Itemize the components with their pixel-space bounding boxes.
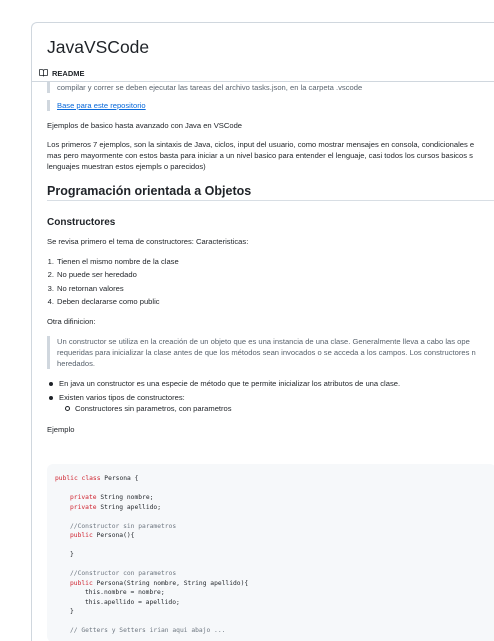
para1-line3: lenguajes muestran estos ejempls o parecidos) xyxy=(47,162,206,171)
code-line: public Persona(String nombre, String apellido){ xyxy=(70,579,249,587)
code-line: this.apellido = apellido; xyxy=(85,598,180,606)
list-item: 1. Tienen el mismo nombre de la clase xyxy=(47,257,179,266)
intro-text: Ejemplos de basico hasta avanzado con Java en VSCode xyxy=(47,121,243,130)
readme-tab-bar xyxy=(32,63,494,82)
blockquote-definition: Un constructor se utiliza en la creación de un objeto que es una instancia de una clase. Generalmente lleva a cabo las ope requeridas para inicializar la clase antes de que los métodos sean invocados o se acceda a los campos. Los constructores n heredados. xyxy=(47,336,476,369)
constructores-intro: Se revisa primero el tema de constructores: Caracteristicas: xyxy=(47,237,249,246)
code-line: } xyxy=(70,608,74,615)
list-item: 4. Deben declararse como public xyxy=(47,297,160,306)
heading-poo: Programación orientada a Objetos xyxy=(47,186,494,201)
code-comment: //Constructor con parametros xyxy=(70,570,177,577)
readme-container xyxy=(31,22,494,641)
list-item: En java un constructor es una especie de método que te permite inicializar los atributos de una clase. xyxy=(41,378,400,389)
code-block xyxy=(47,464,494,641)
code-line: } xyxy=(70,551,74,558)
code-line: private String nombre; xyxy=(70,494,154,501)
book-icon xyxy=(39,69,48,77)
bullet-icon xyxy=(49,396,53,400)
list-item: 2. No puede ser heredado xyxy=(47,270,137,279)
list-item: 3. No retornan valores xyxy=(47,284,124,293)
heading-constructores: Constructores xyxy=(47,217,116,228)
otra-definicion: Otra difinicion: xyxy=(47,317,96,326)
code-line: public Persona(){ xyxy=(70,532,135,539)
list-item: Constructores sin parametros, con parametros xyxy=(41,403,232,414)
bullet-icon xyxy=(49,382,53,386)
code-line: private String apellido; xyxy=(70,503,161,511)
ejemplo-label: Ejemplo xyxy=(47,425,75,434)
code-comment: // Getters y Setters irian aqui abajo ... xyxy=(70,627,226,634)
code-line: this.nombre = nombre; xyxy=(85,589,165,596)
readme-tab[interactable] xyxy=(39,67,85,79)
para1-line1: Los primeros 7 ejemplos, son la sintaxis de Java, ciclos, input del usuario, como mostrar mensajes en consola, condicionales e xyxy=(47,140,475,149)
base-repo-link[interactable]: Base para este repositorio xyxy=(57,101,146,110)
blockquote-link xyxy=(47,100,146,111)
blockquote-tasks xyxy=(47,82,362,93)
code-comment: //Constructor sin parametros xyxy=(70,522,177,530)
circle-bullet-icon xyxy=(65,406,70,411)
readme-tab-label: README xyxy=(52,68,85,78)
para1-line2: mas pero mayormente con estos basta para iniciar a un nivel basico para entender el lenguaje, casi todos los cursos basicos s xyxy=(47,151,473,160)
code-line: public class Persona { xyxy=(55,475,139,482)
repo-title: JavaVSCode xyxy=(47,37,150,57)
list-item: Existen varios tipos de constructores: xyxy=(41,392,185,403)
blockquote-tasks-text: compilar y correr se deben ejecutar las tareas del archivo tasks.json, en la carpeta .vscode xyxy=(57,83,363,92)
